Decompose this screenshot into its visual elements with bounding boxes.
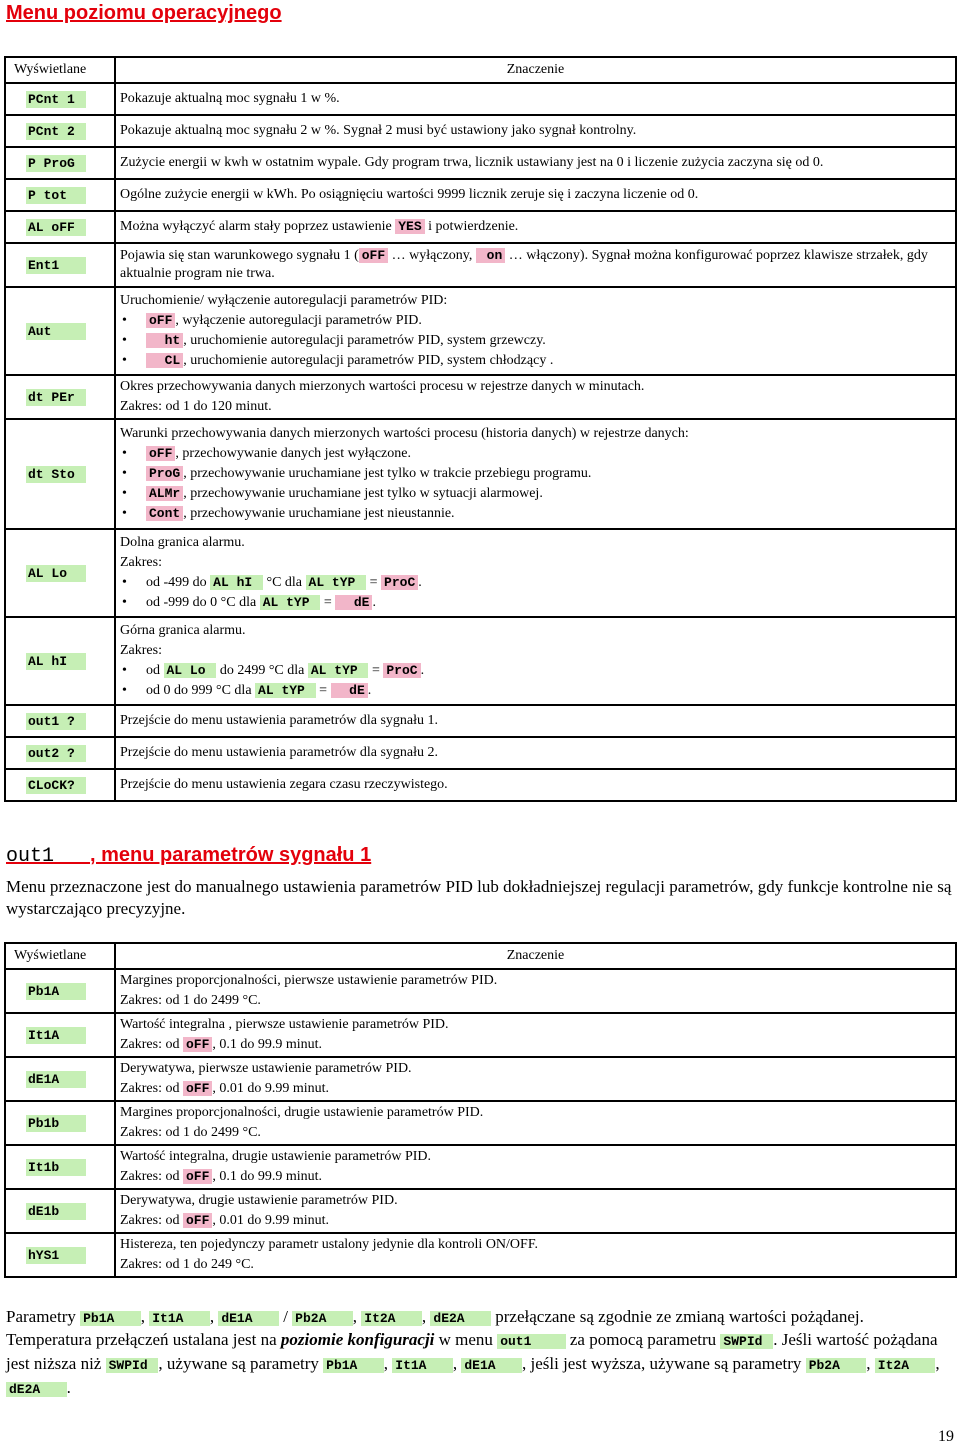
table-row [5, 1145, 956, 1189]
display-code: Ent1 [26, 257, 86, 274]
column-header-display: Wyświetlane [5, 57, 115, 83]
display-code: AL Lo [26, 565, 86, 582]
meaning-text: Pokazuje aktualną moc sygnału 2 w %. Sygnał 2 musi być ustawiony jako sygnał kontrolny. [115, 115, 956, 147]
display-code: P ProG [26, 155, 86, 172]
table-row [5, 83, 956, 115]
section-title-output1-menu: out1 , menu parametrów sygnału 1 [6, 844, 372, 868]
meaning-text: Derywatywa, pierwsze ustawienie parametrów PID. Zakres: od oFF , 0.01 do 9.99 minut. [115, 1057, 956, 1101]
display-code: Aut [26, 323, 86, 340]
meaning-text: Przejście do menu ustawienia parametrów dla sygnału 2. [115, 737, 956, 769]
meaning-text: Wartość integralna, drugie ustawienie parametrów PID. Zakres: od oFF , 0.1 do 99.9 minut. [115, 1145, 956, 1189]
table-header [5, 57, 956, 83]
list-item: • oFF , przechowywanie danych jest wyłączone. [146, 444, 951, 464]
table-row [5, 969, 956, 1013]
table-row [5, 375, 956, 419]
meaning-text: Można wyłączyć alarm stały poprzez ustawienie YES i potwierdzenie. [115, 211, 956, 243]
meaning-text: Derywatywa, drugie ustawienie parametrów PID. Zakres: od oFF , 0.01 do 9.99 minut. [115, 1189, 956, 1233]
table-row [5, 1057, 956, 1101]
pid-parameters-table [4, 942, 957, 1278]
list-item: • oFF , wyłączenie autoregulacji parametrów PID. [146, 311, 951, 331]
table-row [5, 617, 956, 705]
display-code: out1 ? [26, 713, 86, 730]
display-code: PCnt 1 [26, 91, 86, 108]
display-code: dt Sto [26, 466, 86, 483]
list-item: • ProG , przechowywanie uruchamiane jest tylko w trakcie przebiegu programu. [146, 464, 951, 484]
table-row [5, 1013, 956, 1057]
display-code: PCnt 2 [26, 123, 86, 140]
meaning-text: Margines proporcjonalności, pierwsze ustawienie parametrów PID. Zakres: od 1 do 2499 °C. [115, 969, 956, 1013]
code-off: oFF [359, 248, 388, 263]
meaning-text: Pokazuje aktualną moc sygnału 1 w %. [115, 83, 956, 115]
page-number: 19 [938, 1428, 954, 1445]
code-yes: YES [395, 219, 424, 234]
meaning-text: Górna granica alarmu. Zakres: • od AL Lo do 2499 °C dla AL tYP = ProC . • od 0 do 999 °C dla AL tYP = dE . [115, 617, 956, 705]
column-header-meaning: Znaczenie [115, 57, 956, 83]
meaning-text: Przejście do menu ustawienia parametrów dla sygnału 1. [115, 705, 956, 737]
table-row [5, 529, 956, 617]
display-code: It1A [26, 1027, 86, 1044]
display-code: CLoCK? [26, 777, 86, 794]
table-row [5, 1233, 956, 1277]
table-row [5, 1189, 956, 1233]
meaning-text: Zużycie energii w kwh w ostatnim wypale. Gdy program trwa, licznik ustawiany jest na 0 i liczenie zużycia zaczyna się od 0. [115, 147, 956, 179]
table-row [5, 243, 956, 287]
list-item: • od -999 do 0 °C dla AL tYP = dE . [146, 593, 951, 613]
meaning-text: Pojawia się stan warunkowego sygnału 1 ( oFF … wyłączony, on … włączony). Sygnał można konfigurować poprzez klawisze strzałek, gdy aktualnie program nie trwa. [115, 243, 956, 287]
display-code: AL hI [26, 653, 86, 670]
footer-paragraph-1: Parametry Pb1A , It1A , dE1A / Pb2A , It2A , dE2A przełączane są zgodnie ze zmianą wartości pożądanej. [6, 1307, 864, 1326]
meaning-text: Wartość integralna , pierwsze ustawienie parametrów PID. Zakres: od oFF , 0.1 do 99.9 minut. [115, 1013, 956, 1057]
table-row [5, 419, 956, 529]
list-item: • ALMr , przechowywanie uruchamiane jest tylko w sytuacji alarmowej. [146, 484, 951, 504]
meaning-text: Uruchomienie/ wyłączenie autoregulacji parametrów PID: • oFF , wyłączenie autoregulacji parametrów PID. • ht , uruchomienie autoregulacji parametrów PID, system grzewczy. • CL , uruchomienie autoregulacji parametrów PID, system chłodzący . [115, 287, 956, 375]
meaning-text: Histereza, ten pojedynczy parametr ustalony jedynie dla kontroli ON/OFF. Zakres: od 1 do 249 °C. [115, 1233, 956, 1277]
code-on: on [476, 248, 505, 263]
display-code: P tot [26, 187, 86, 204]
list-item: • od -499 do AL hI °C dla AL tYP = ProC . [146, 573, 951, 593]
table-row [5, 705, 956, 737]
display-code: It1b [26, 1159, 86, 1176]
table-row [5, 737, 956, 769]
column-header-display: Wyświetlane [5, 943, 115, 969]
meaning-text: Okres przechowywania danych mierzonych wartości procesu w rejestrze danych w minutach. Zakres: od 1 do 120 minut. [115, 375, 956, 419]
section-intro: Menu przeznaczone jest do manualnego ustawienia parametrów PID lub dokładniejszej regulacji parametrów, gdy funkcje kontrolne nie są wystarczająco precyzyjne. [6, 877, 952, 918]
table-row [5, 769, 956, 801]
meaning-text: Ogólne zużycie energii w kWh. Po osiągnięciu wartości 9999 licznik zeruje się i zaczyna liczenie od 0. [115, 179, 956, 211]
display-code: dt PEr [26, 389, 86, 406]
operational-menu-table [4, 56, 957, 802]
meaning-text: Warunki przechowywania danych mierzonych wartości procesu (historia danych) w rejestrze danych: • oFF , przechowywanie danych jest wyłączone. • ProG , przechowywanie uruchamiane jest tylko w trakcie przebiegu programu. • ALMr , przechowywanie uruchamiane jest tylko w sytuacji alarmowej. • Cont , przechowywanie uruchamiane jest nieustannie. [115, 419, 956, 529]
table-row [5, 115, 956, 147]
table-row [5, 211, 956, 243]
list-item: • Cont , przechowywanie uruchamiane jest nieustannie. [146, 504, 951, 524]
display-code: AL oFF [26, 219, 86, 236]
display-code: out2 ? [26, 745, 86, 762]
meaning-text: Margines proporcjonalności, drugie ustawienie parametrów PID. Zakres: od 1 do 2499 °C. [115, 1101, 956, 1145]
table-row [5, 1101, 956, 1145]
footer-paragraph-2: Temperatura przełączeń ustalana jest na poziomie konfiguracji w menu out1 za pomocą parametru SWPId . Jeśli wartość pożądana jest niższa niż SWPId , używane są parametry Pb1A , It1A , dE1A , jeśli jest wyższa, używane są parametry Pb2A , It2A , dE2A . [6, 1330, 940, 1397]
meaning-text: Dolna granica alarmu. Zakres: • od -499 do AL hI °C dla AL tYP = ProC . • od -999 do 0 °C dla AL tYP = dE . [115, 529, 956, 617]
display-code: dE1b [26, 1203, 86, 1220]
display-code: Pb1b [26, 1115, 86, 1132]
meaning-text: Przejście do menu ustawienia zegara czasu rzeczywistego. [115, 769, 956, 801]
list-item: • ht , uruchomienie autoregulacji parametrów PID, system grzewczy. [146, 331, 951, 351]
list-item: • od AL Lo do 2499 °C dla AL tYP = ProC . [146, 661, 951, 681]
table-row [5, 179, 956, 211]
table-row [5, 147, 956, 179]
table-header [5, 943, 956, 969]
display-code: Pb1A [26, 983, 86, 1000]
list-item: • CL , uruchomienie autoregulacji parametrów PID, system chłodzący . [146, 351, 951, 371]
section-title-operational-menu: Menu poziomu operacyjnego [6, 2, 282, 24]
column-header-meaning: Znaczenie [115, 943, 956, 969]
list-item: • od 0 do 999 °C dla AL tYP = dE . [146, 681, 951, 701]
display-code: dE1A [26, 1071, 86, 1088]
display-code: hYS1 [26, 1247, 86, 1264]
section-code-out1: out1 [6, 845, 91, 868]
table-row [5, 287, 956, 375]
